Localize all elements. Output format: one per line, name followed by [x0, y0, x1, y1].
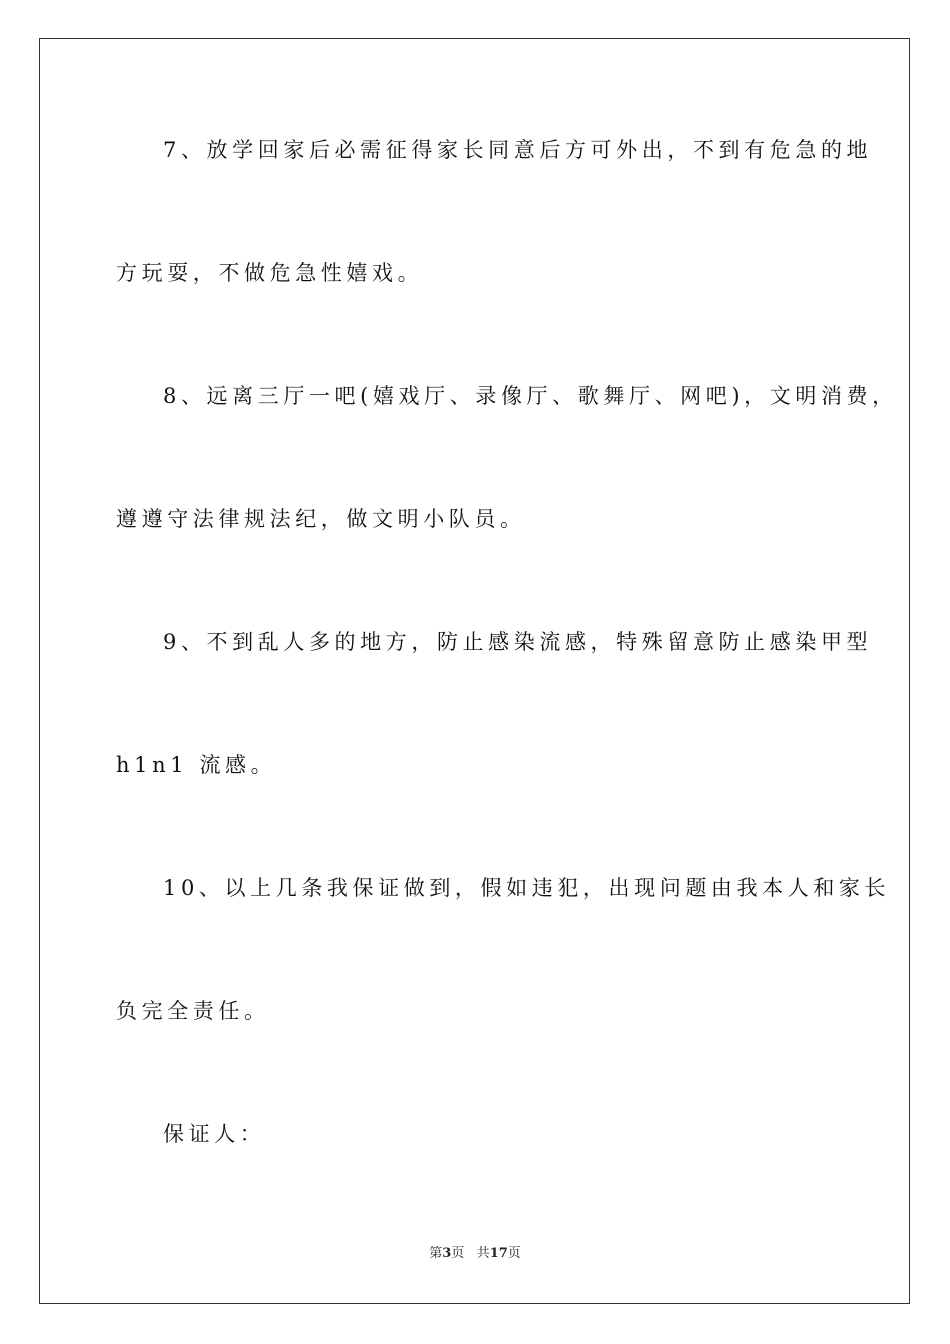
paragraph-7-line-1: 7、放学回家后必需征得家长同意后方可外出，不到有危急的地: [163, 138, 873, 162]
paragraph-7-line-2: 方玩耍，不做危急性嬉戏。: [116, 261, 424, 285]
paragraph-9-line-1: 9、不到乱人多的地方，防止感染流感，特殊留意防止感染甲型: [163, 630, 873, 654]
paragraph-8-line-2: 遵遵守法律规法纪，做文明小队员。: [116, 507, 526, 531]
paragraph-10-line-2: 负完全责任。: [116, 999, 270, 1023]
page-footer: [0, 1245, 950, 1263]
guarantor-label: 保证人：: [163, 1122, 266, 1146]
paragraph-9-line-2: h1n1 流感。: [116, 753, 277, 777]
footer-total-suffix: 页: [507, 1246, 521, 1261]
footer-page-number: 3: [442, 1246, 452, 1261]
paragraph-10-line-1: 10、以上几条我保证做到，假如违犯，出现问题由我本人和家长: [163, 876, 891, 900]
footer-page-suffix: 页: [451, 1246, 465, 1261]
footer-page-prefix: 第: [429, 1246, 443, 1261]
footer-total-pages: 17: [489, 1246, 508, 1261]
page-frame: [39, 38, 910, 1304]
footer-total-prefix: 共: [476, 1246, 490, 1261]
paragraph-8-line-1: 8、远离三厅一吧(嬉戏厅、录像厅、歌舞厅、网吧)，文明消费，: [163, 384, 898, 408]
